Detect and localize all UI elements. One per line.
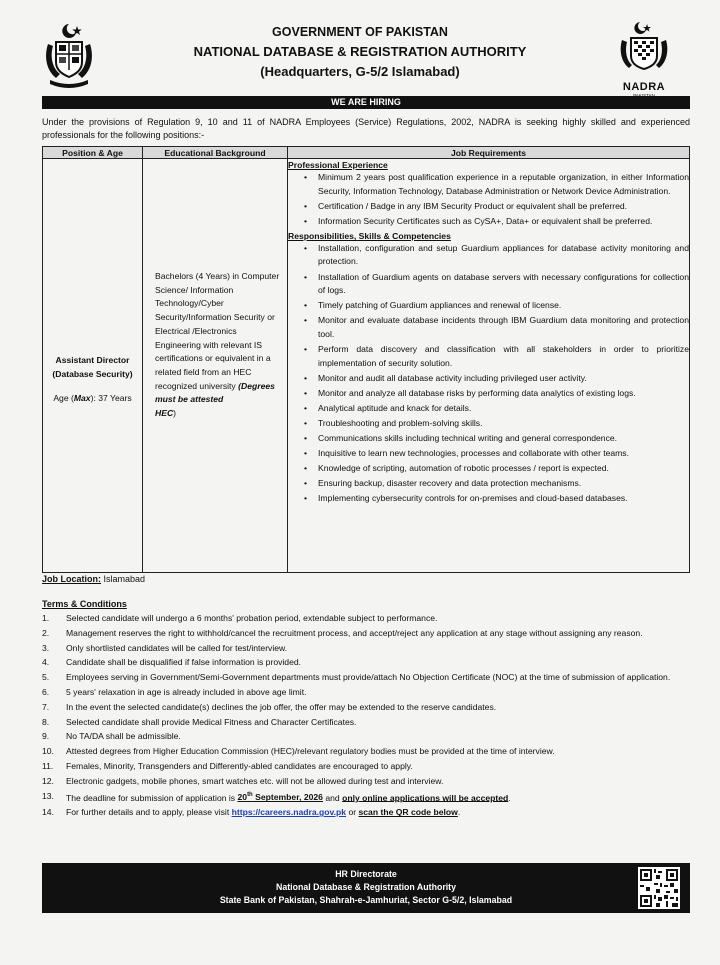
job-location [42,574,145,584]
job-location-value: Islamabad [103,574,146,584]
header-requirements: Job Requirements [288,147,690,159]
intro-paragraph: Under the provisions of Regulation 9, 10 and 11 of NADRA Employees (Service) Regulations, 2002, NADRA is seeking highly skilled and experienced professionals for the following positions:- [42,117,690,140]
deadline-term: 13. The deadline for submission of application is 20th September, 2026 and only online applications will be accepted. [42,790,511,803]
table-header-row [43,147,690,159]
education-note: (Degrees must be attested [155,380,275,405]
list-item: • Communications skills including technical writing and general correspondence. [318,432,689,446]
header-titles [150,22,570,82]
table-row [43,159,690,573]
nadra-logo-icon [614,20,674,76]
list-item: • Installation, configuration and setup Guardium appliances for database activity monitoring and protection. [318,242,689,269]
list-item: • Monitor and evaluate database incidents through IBM Guardium data monitoring and protection tool. [318,314,689,341]
list-item: 5. Employees serving in Government/Semi-Government departments must provide/attach No Objection Certificate (NOC) at the time of submission of application. [42,672,671,683]
header-line-1: GOVERNMENT OF PAKISTAN [272,25,448,39]
education-note-hec: HEC [155,408,174,419]
position-title: Assistant Director [55,355,130,365]
experience-list [288,171,689,228]
list-item: 10. Attested degrees from Higher Education Commission (HEC)/relevant regulatory bodies must be provided at the time of interview. [42,746,555,757]
list-item: • Implementing cybersecurity controls for on-premises and cloud-based databases. [318,492,689,506]
list-item: 3. Only shortlisted candidates will be called for test/interview. [42,642,288,653]
requirements-cell [288,159,690,573]
education-text: Bachelors (4 Years) in Computer Science/ Information Technology/Cyber Security/Information Security or Electrical /Electronics Engineering with relevant IS certifications or equivalent in a related field from an HEC recognized university [155,271,280,391]
list-item: • Certification / Badge in any IBM Security Product or equivalent shall be preferred. [318,200,689,214]
online-only-note: only online applications will be accepted [342,792,509,803]
header-line-3: (Headquarters, G-5/2 Islamabad) [260,64,460,79]
careers-link[interactable]: https://careers.nadra.gov.pk [231,807,347,818]
responsibilities-heading: Responsibilities, Skills & Competencies [288,230,451,241]
nadra-logo [614,20,674,96]
terms-list [42,612,690,821]
list-item: • Perform data discovery and classification with all stakeholders in order to prioritize implementation of security solution. [318,343,689,370]
list-item: 12. Electronic gadgets, mobile phones, smart watches etc. will not be allowed during test and interview. [42,775,444,786]
list-item: 6. 5 years' relaxation in age is already included in above age limit. [42,686,307,697]
position-cell [43,159,143,573]
job-table [42,146,690,573]
list-item: 8. Selected candidate shall provide Medical Fitness and Character Certificates. [42,716,357,727]
list-item: 4. Candidate shall be disqualified if false information is provided. [42,657,302,668]
footer-line-3: State Bank of Pakistan, Shahrah-e-Jamhuriat, Sector G-5/2, Islamabad [219,895,513,905]
header-education: Educational Background [143,147,288,159]
list-item: • Inquisitive to learn new technologies, processes and collaborate with other teams. [318,447,689,461]
hiring-banner: WE ARE HIRING [42,96,690,109]
header [0,10,720,100]
list-item: • Troubleshooting and problem-solving skills. [318,417,689,431]
qr-instruction: scan the QR code below [358,807,458,818]
list-item: 1. Selected candidate will undergo a 6 months' probation period, extendable subject to performance. [42,613,438,623]
header-position: Position & Age [43,147,143,159]
footer-line-1: HR Directorate [335,869,397,879]
list-item: • Timely patching of Guardium appliances and renewal of license. [318,299,689,313]
list-item: • Minimum 2 years post qualification experience in a reputable organization, in either Information Security, Information Technology, Database Administration or Network Device Administration. [318,171,689,198]
list-item: • Information Security Certificates such as CySA+, Data+ or equivalent shall be preferred. [318,215,689,229]
age-limit: Age (Max): 37 Years [53,393,132,403]
list-item: 7. In the event the selected candidate(s) declines the job offer, the offer may be extended to the reserve candidates. [42,701,497,712]
list-item: • Ensuring backup, disaster recovery and data protection mechanisms. [318,477,689,491]
apply-term: 14. For further details and to apply, please visit https://careers.nadra.gov.pk or scan the QR code below. [42,807,461,818]
list-item: 2. Management reserves the right to withhold/cancel the recruitment process, and accept/reject any application at any stage without assigning any reason. [42,627,643,638]
list-item: 9. No TA/DA shall be admissible. [42,731,181,742]
list-item: • Monitor and analyze all database risks by performing data analytics of existing logs. [318,387,689,401]
pakistan-emblem-icon [40,22,98,88]
list-item: • Knowledge of scripting, automation of robotic processes / report is expected. [318,462,689,476]
responsibilities-list [288,242,689,506]
footer [42,863,690,913]
deadline-date: 20th September, 2026 [237,792,323,803]
experience-heading: Professional Experience [288,160,388,170]
job-location-label: Job Location: [42,574,101,584]
footer-line-2: National Database & Registration Authority [275,882,457,892]
list-item: • Monitor and audit all database activity including privileged user activity. [318,372,689,386]
list-item: • Installation of Guardium agents on database servers with necessary configurations for collection of logs. [318,271,689,298]
list-item: • Analytical aptitude and knack for details. [318,402,689,416]
qr-code-icon[interactable] [638,867,680,909]
terms-heading: Terms & Conditions [42,599,127,609]
list-item: 11. Females, Minority, Transgenders and Differently-abled candidates are encouraged to apply. [42,760,413,771]
nadra-logo-text: NADRA [622,81,666,93]
education-cell: Bachelors (4 Years) in Computer Science/ Information Technology/Cyber Security/Information Security or Electrical /Electronics Engineering with relevant IS certifications or equivalent in a related field from an HEC recognized university (Degrees must be attested HEC) [143,159,288,573]
position-subtitle: (Database Security) [52,369,133,379]
header-line-2: NATIONAL DATABASE & REGISTRATION AUTHORITY [193,44,527,59]
